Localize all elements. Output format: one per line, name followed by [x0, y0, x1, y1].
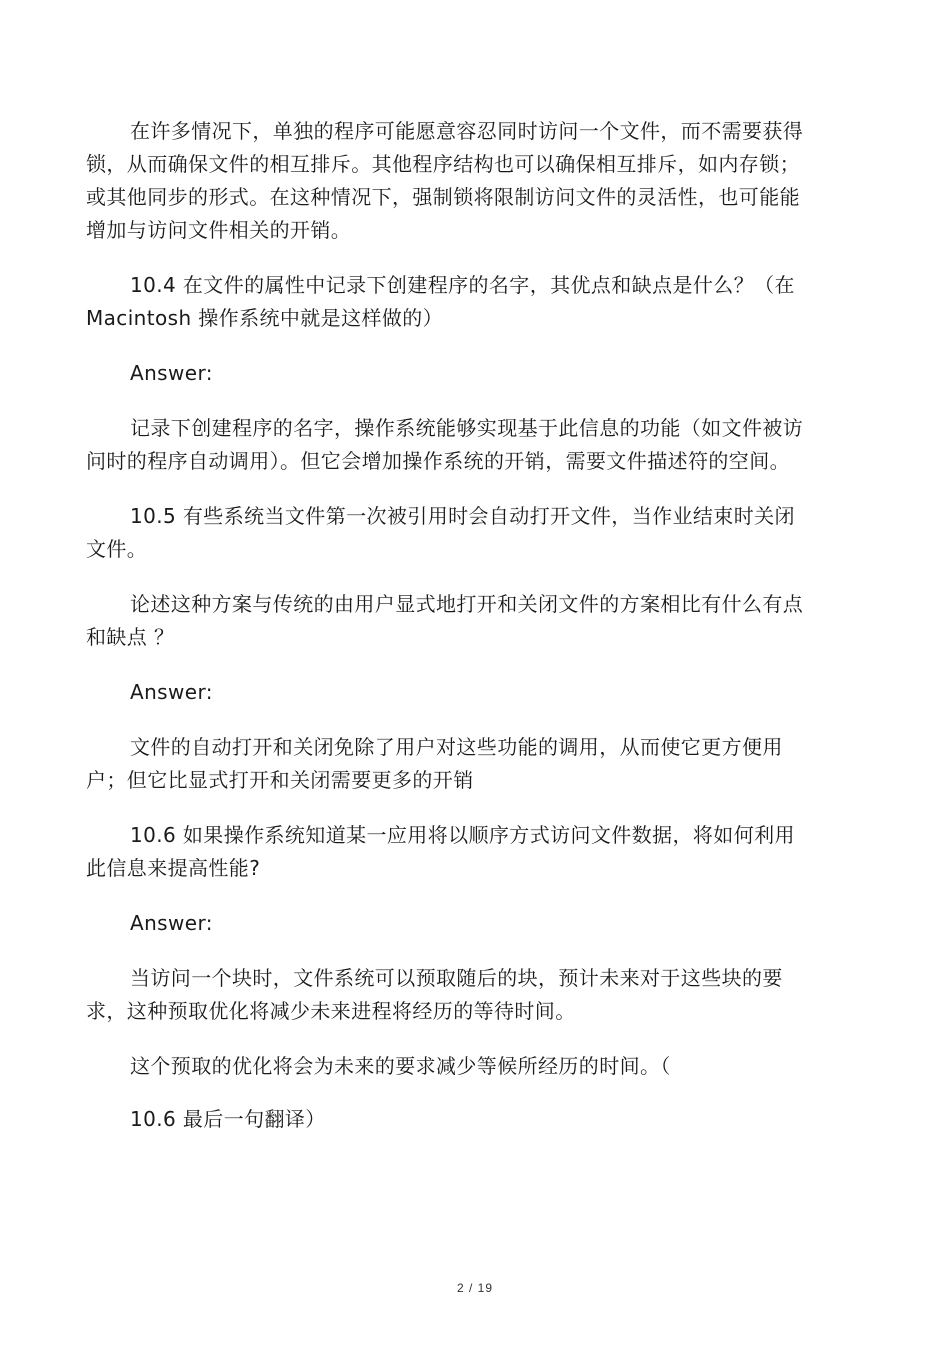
answer-10-4: 记录下创建程序的名字，操作系统能够实现基于此信息的功能（如文件被访问时的程序自动调用）。但它会增加操作系统的开销，需要文件描述符的空间。: [86, 416, 804, 473]
paragraph-mandatory-lock-discussion: 在许多情况下，单独的程序可能愿意容忍同时访问一个文件，而不需要获得锁，从而确保文件的相互排斥。其他程序结构也可以确保相互排斥，如内存锁；或其他同步的形式。在这种情况下，强制锁将限制访问文件的灵活性，也可能能增加与访问文件相关的开销。: [86, 119, 804, 242]
question-10-4: 10.4 在文件的属性中记录下创建程序的名字，其优点和缺点是什么？（在 Macintosh 操作系统中就是这样做的）: [86, 273, 795, 330]
translation-note: 10.6 最后一句翻译）: [130, 1107, 326, 1131]
answer-label: Answer:: [130, 361, 213, 385]
answer-10-6: 当访问一个块时，文件系统可以预取随后的块，预计未来对于这些块的要求，这种预取优化将减少未来进程将经历的等待时间。: [86, 966, 783, 1023]
question-10-5: 10.5 有些系统当文件第一次被引用时会自动打开文件，当作业结束时关闭文件。: [86, 504, 795, 561]
question-10-5-detail: 论述这种方案与传统的由用户显式地打开和关闭文件的方案相比有什么有点和缺点 ？: [86, 592, 804, 649]
answer-10-6-translation: 这个预取的优化将会为未来的要求减少等候所经历的时间。（: [130, 1054, 671, 1078]
question-10-6: 10.6 如果操作系统知道某一应用将以顺序方式访问文件数据，将如何利用此信息来提高性能?: [86, 823, 795, 880]
answer-label: Answer:: [130, 680, 213, 704]
page-number: 2 / 19: [456, 1281, 494, 1295]
answer-10-5: 文件的自动打开和关闭免除了用户对这些功能的调用，从而使它更方便用户；但它比显式打开和关闭需要更多的开销: [86, 735, 783, 792]
document-body: [86, 115, 806, 1136]
answer-label: Answer:: [130, 911, 213, 935]
